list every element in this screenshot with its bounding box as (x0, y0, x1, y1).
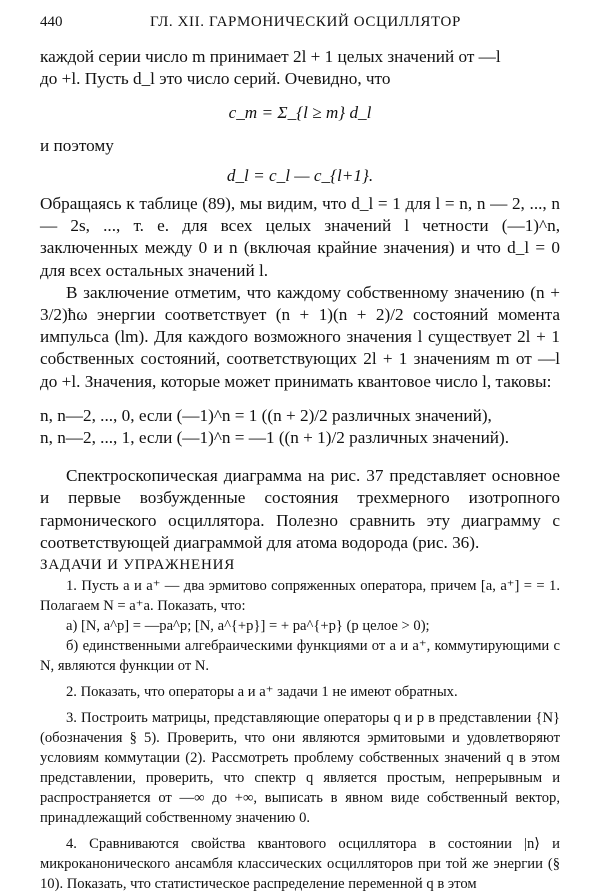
problem-3: 3. Построить матрицы, представляющие операторы q и p в представлении {N} (обозначения § 5). Проверить, что они являются эрмитовыми и удовлетворяют условиям коммутации (2). Рассмотреть проблему собственных значений q в этом представлении, проверить, что спектр q является простым, непрерывным и распространяется от —∞ до +∞, выписать в явном виде собственный вектор, принадлежащий собственному значению 0. (40, 710, 560, 827)
chapter-title: ГЛ. XII. ГАРМОНИЧЕСКИЙ ОСЦИЛЛЯТОР (150, 14, 461, 30)
problems-heading: ЗАДАЧИ И УПРАЖНЕНИЯ (40, 557, 236, 574)
problem-1a: а) [N, a^p] = —pa^p; [N, a^{+p}] = + pa^{+p} (p целое > 0); (66, 618, 430, 635)
problem-4: 4. Сравниваются свойства квантового осциллятора в состоянии |n⟩ и микроканонического ансамбля классических осцилляторов при той же энергии (§ 10). Показать, что статистическое распределение переменной q в этом (40, 836, 560, 893)
paragraph-1-line-2: до +l. Пусть d_l это число серий. Очевидно, что (40, 69, 391, 89)
equation-cm: c_m = Σ_{l ≥ m} d_l (228, 103, 372, 123)
page-number: 440 (40, 14, 63, 30)
main-text (40, 46, 560, 894)
paragraph-4: Спектроскопическая диаграмма на рис. 37 представляет основное и первые возбужденные состояния трехмерного изотропного гармонического осциллятора. Полезно сравнить эту диаграмму с соответствующей диаграммой для атома водорода (рис. 36). (40, 466, 560, 552)
equation-dl: d_l = c_l — c_{l+1}. (226, 165, 374, 185)
paragraph-3: В заключение отметим, что каждому собственному значению (n + 3/2)ħω энергии соответствует (n + 1)(n + 2)/2 состояний момента импульса (lm). Для каждого возможного значения l существует 2l + 1 собственных состояний, соответствующих 2l + 1 значениям m от —l до +l. Значения, которые может принимать квантовое число l, таковы: (40, 282, 560, 391)
and-therefore-text: и поэтому (40, 135, 114, 155)
paragraph-2: Обращаясь к таблице (89), мы видим, что d_l = 1 для l = n, n — 2, ..., n — 2s, ..., т. е. для всех целых значений l четности (—1)^n, заключенных между 0 и n (включая крайние значения) и что d_l = 0 для всех остальных значений l. (40, 194, 560, 280)
paragraph-1-line-1: каждой серии число m принимает 2l + 1 целых значений от —l (40, 47, 501, 66)
problem-1b: б) единственными алгебраическими функциями от a и a⁺, коммутирующими с N, являются функции от N. (40, 638, 560, 675)
problem-1: 1. Пусть a и a⁺ — два эрмитово сопряженных оператора, причем [a, a⁺] = = 1. Полагаем N = a⁺a. Показать, что: (40, 578, 560, 615)
case-even-parity: n, n—2, ..., 0, если (—1)^n = 1 ((n + 2)/2 различных значений), (40, 405, 492, 425)
case-odd-parity: n, n—2, ..., 1, если (—1)^n = —1 ((n + 1)/2 различных значений). (40, 428, 510, 448)
running-header (40, 14, 560, 38)
problem-2: 2. Показать, что операторы a и a⁺ задачи 1 не имеют обратных. (66, 684, 458, 701)
problems-list (40, 576, 560, 894)
